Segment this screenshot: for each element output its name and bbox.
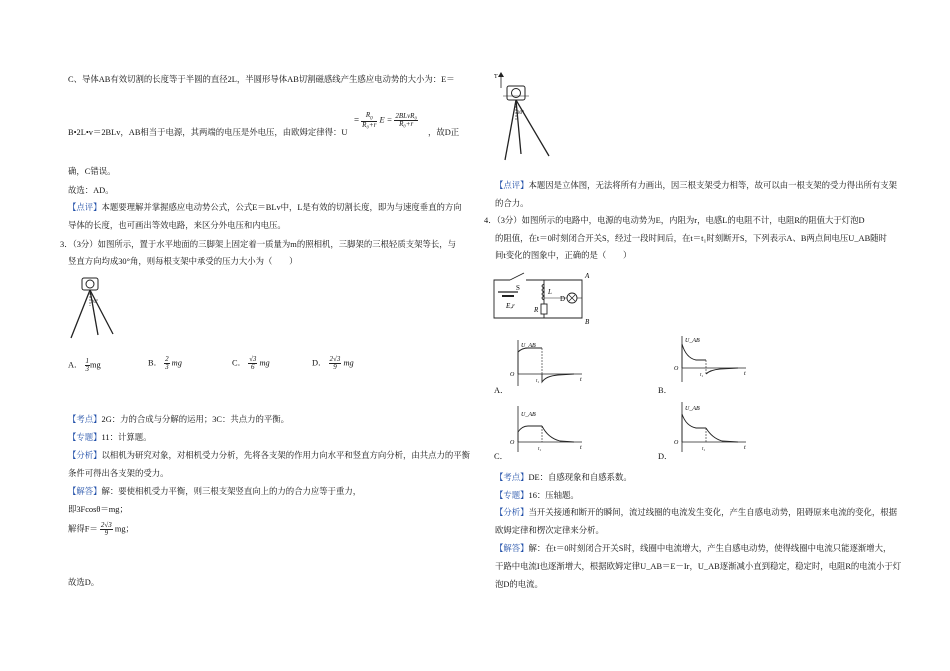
t1-label: t₁: [536, 379, 540, 384]
text-line: 的合力。: [495, 199, 529, 208]
text-span: 解：在t＝0时刻闭合开关S时，线圈中电流增大，产生自感电动势，使得线圈中电流只能逐渐增大，: [528, 544, 892, 553]
text-span: 以相机为研究对象，对相机受力分析，先将各支架的作用力向水平和竖直方向分析，由共点力的平衡: [101, 451, 470, 460]
text-span: 本题因是立体图，无法将所有力画出，因三根支架受力相等，故可以由一根支架的受力得出所有支架: [528, 181, 897, 190]
text-span: DE：自感现象和自感系数。: [528, 473, 632, 482]
t1-label: t₁: [700, 373, 704, 378]
comment-tag: 【点评】: [495, 181, 529, 190]
y-label: U_AB: [521, 343, 536, 349]
resistor-label: R: [534, 306, 539, 314]
option-label: C．: [232, 358, 246, 368]
curve: [518, 348, 542, 374]
y-label: U_AB: [521, 412, 536, 418]
question-4-line: 的阻值，在t＝0时刻闭合开关S，经过一段时间后，在t＝t₁时刻断开S，下列表示A、B两点间电压U_AB随时: [495, 234, 887, 243]
option-label: D．: [312, 358, 327, 368]
option-label: B．: [148, 358, 162, 368]
graph-d: [672, 400, 752, 455]
inductor-label: L: [548, 288, 552, 296]
option-a: [68, 358, 101, 373]
formula-text: E =: [379, 115, 393, 125]
curve: [706, 428, 738, 442]
question-3-line: 3．（3分）如图所示，置于水平地面的三脚架上固定着一质量为m的照相机，三脚架的三根轻质支架等长，与: [60, 240, 456, 249]
text-span: 当开关接通和断开的瞬间，流过线圈的电流发生变化，产生自感电动势，阻碍原来电流的变化，根据: [528, 508, 897, 517]
zhuanti-tag: 【专题】: [495, 491, 529, 500]
graph-c: [508, 404, 588, 454]
option-c: [232, 356, 270, 371]
text-span: 本题要理解并掌握感应电动势公式，公式E＝BLv中，L是有效的切割长度，即为与速度垂直的方向: [101, 203, 462, 212]
origin-label: O: [510, 372, 515, 378]
arrowhead: [498, 72, 504, 77]
option-d: [312, 356, 354, 371]
text-line: [68, 433, 151, 444]
fenxi-tag: 【分析】: [68, 451, 102, 460]
text-span: 解：要使相机受力平衡，则三根支架竖直向上的力的合力应等于重力，: [101, 487, 362, 496]
text-span: 解得F＝: [68, 524, 98, 534]
option-a: A．: [494, 386, 509, 395]
tripod-force-figure: [493, 72, 555, 164]
text-line: 即3Fcosθ＝mg；: [68, 505, 128, 514]
fraction: $\frac{R_0}{\text{R₀+r}}$: [362, 111, 377, 130]
text-line: [68, 203, 462, 214]
text-line: [495, 181, 897, 192]
t-label: t: [580, 445, 582, 451]
question-3-line: 竖直方向均成30°角，则每根支架中承受的压力大小为（ ）: [68, 257, 298, 266]
text-line: [495, 544, 891, 555]
option-label: A．: [68, 360, 83, 370]
text-line: [68, 487, 361, 498]
angle-label: 30°: [517, 111, 524, 116]
tripod-camera-figure: [68, 272, 128, 342]
text-line: [68, 522, 134, 537]
unit: mg: [259, 358, 270, 368]
t1-label: t₁: [702, 447, 706, 452]
option-b: [148, 356, 182, 371]
zhuanti-tag: 【专题】: [68, 433, 102, 442]
t-label: t: [580, 377, 582, 383]
formula-u: = $\frac{R_0}{\text{R₀+r}}$ E = $\frac{\text{2BLvR₀}}{\text{R₀+r}}$: [354, 111, 417, 130]
text-span: 16：压轴题。: [528, 491, 579, 500]
jieda-tag: 【解答】: [495, 544, 529, 553]
text-line: B•2L•v＝2BLv，AB相当于电源，其两端的电压是外电压，由欧姆定律得：U: [68, 128, 348, 137]
text-span: mg；: [114, 524, 134, 534]
kaodian-tag: 【考点】: [68, 415, 102, 424]
angle-label: 30°: [91, 300, 98, 305]
fraction: $\frac{2√3}{9}$: [100, 521, 112, 537]
text-line: 导体的长度，也可画出等效电路，来区分外电压和内电压。: [68, 221, 286, 230]
text-line: [495, 473, 632, 484]
lamp-label: D: [560, 295, 566, 303]
jieda-tag: 【解答】: [68, 487, 102, 496]
curve: [542, 374, 574, 382]
switch: [510, 273, 524, 280]
curve: [542, 426, 574, 442]
curve: [706, 368, 738, 374]
fenxi-tag: 【分析】: [495, 508, 529, 517]
question-4-line: 间t变化的图象中，正确的是（ ）: [495, 251, 632, 260]
option-b: B．: [658, 386, 672, 395]
curve: [682, 344, 706, 368]
fraction: $\frac{\text{2BLvR₀}}{\text{R₀+r}}$: [395, 112, 417, 129]
origin-label: O: [674, 366, 679, 372]
text-span: 11：计算题。: [101, 433, 152, 442]
origin-label: O: [510, 440, 515, 446]
text-line: 确，C错误。: [68, 167, 116, 176]
curve: [682, 414, 706, 442]
text-line: [68, 415, 289, 426]
t-label: t: [744, 371, 746, 377]
circuit-diagram: [492, 268, 592, 326]
battery-label: E,r: [506, 302, 515, 310]
tripod-leg: [71, 290, 90, 338]
force-label: T: [494, 74, 498, 80]
option-c: C．: [494, 452, 508, 461]
unit: mg: [171, 358, 182, 368]
text-line: 欧姆定律和楞次定律来分析。: [495, 526, 604, 535]
t-label: t: [744, 445, 746, 451]
text-span: 2G：力的合成与分解的运用；3C：共点力的平衡。: [101, 415, 290, 424]
unit: mg: [90, 360, 101, 370]
text-line: 泡D的电流。: [495, 580, 543, 589]
question-4-line: 4．（3分）如图所示的电路中，电源的电动势为E，内阻为r，电感L的电阻不计，电阻R的阻值大于灯泡D: [484, 216, 865, 225]
option-d: D．: [658, 452, 673, 461]
curve: [518, 426, 542, 442]
node-a-label: A: [585, 272, 590, 280]
fraction: $\frac{1}{3}$: [85, 357, 90, 373]
text-line: [68, 451, 470, 462]
tripod-leg: [505, 100, 516, 160]
fraction: $\frac{√3}{6}$: [249, 355, 257, 371]
fraction: $\frac{2√3}{9}$: [329, 355, 341, 371]
node-b-label: B: [585, 318, 590, 326]
text-line: [495, 491, 579, 502]
resistor: [541, 304, 547, 314]
graph-b: [672, 334, 752, 384]
unit: mg: [343, 358, 354, 368]
text-line: 故选：AD。: [68, 186, 114, 195]
switch-label: S: [516, 284, 520, 292]
fraction: $\frac{2}{3}$: [165, 355, 169, 371]
text-line: ，故D正: [428, 128, 460, 137]
graph-a: [508, 338, 588, 388]
text-line: 故选D。: [68, 578, 100, 587]
text-line: C、导体AB有效切割的长度等于半圆的直径2L，半圆形导体AB切割磁感线产生感应电动势的大小为：E＝: [68, 75, 455, 84]
text-line: 条件可得出各支架的受力。: [68, 469, 169, 478]
comment-tag: 【点评】: [68, 203, 102, 212]
t1-label: t₁: [538, 447, 542, 452]
text-line: [495, 508, 897, 519]
origin-label: O: [674, 440, 679, 446]
text-line: 干路中电流I也逐渐增大，根据欧姆定律U_AB＝E－Ir，U_AB逐渐减小直到稳定，稳定时，电阻R的电流小于灯: [495, 562, 902, 571]
y-label: U_AB: [685, 406, 700, 412]
y-label: U_AB: [685, 338, 700, 344]
kaodian-tag: 【考点】: [495, 473, 529, 482]
